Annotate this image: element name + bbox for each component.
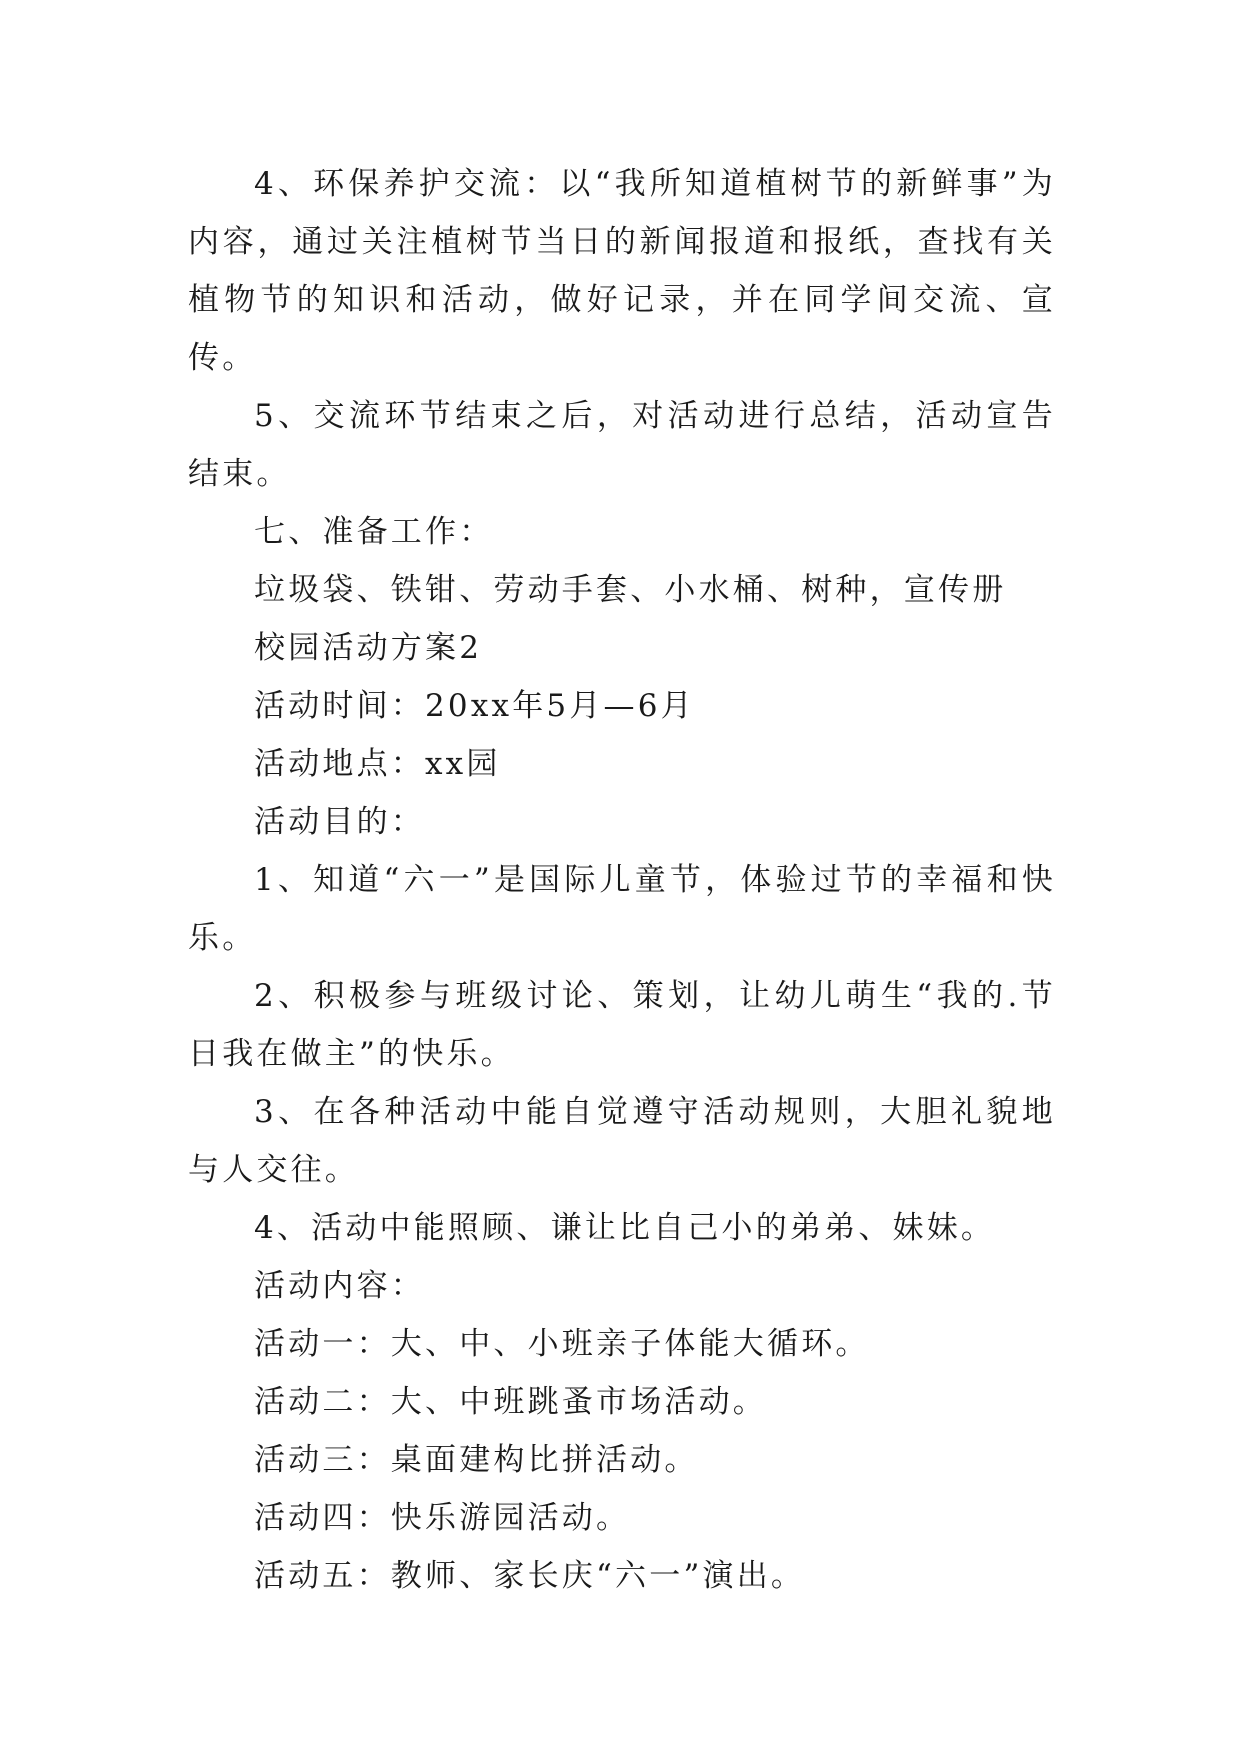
activity-item-5: 活动五：教师、家长庆“六一”演出。 (254, 1558, 806, 1594)
paragraph-eco-exchange: 4、环保养护交流：以“我所知道植树节的新鲜事”为内容，通过关注植树节当日的新闻报道和报纸，查找有关植物节的知识和活动，做好记录，并在同学间交流、宣传。 (188, 166, 1056, 376)
activity-item-2: 活动二：大、中班跳蚤市场活动。 (254, 1384, 767, 1420)
plan-title: 校园活动方案2 (254, 630, 483, 666)
document-page (188, 155, 1056, 1605)
activity-time: 活动时间：20xx年5月—6月 (254, 688, 695, 724)
section-heading-content: 活动内容： (254, 1268, 425, 1304)
activity-location: 活动地点：xx园 (254, 746, 501, 782)
purpose-item-3: 3、在各种活动中能自觉遵守活动规则，大胆礼貌地与人交往。 (188, 1094, 1056, 1188)
section-heading-preparation: 七、准备工作： (254, 514, 494, 550)
activity-item-4: 活动四：快乐游园活动。 (254, 1500, 631, 1536)
section-heading-purpose: 活动目的： (254, 804, 425, 840)
activity-item-1: 活动一：大、中、小班亲子体能大循环。 (254, 1326, 870, 1362)
paragraph-exchange-end: 5、交流环节结束之后，对活动进行总结，活动宣告结束。 (188, 398, 1056, 492)
paragraph-materials: 垃圾袋、铁钳、劳动手套、小水桶、树种，宣传册 (254, 572, 1007, 608)
purpose-item-2: 2、积极参与班级讨论、策划，让幼儿萌生“我的.节日我在做主”的快乐。 (188, 978, 1056, 1072)
purpose-item-1: 1、知道“六一”是国际儿童节，体验过节的幸福和快乐。 (188, 862, 1056, 956)
purpose-item-4: 4、活动中能照顾、谦让比自己小的弟弟、妹妹。 (254, 1210, 996, 1246)
activity-item-3: 活动三：桌面建构比拼活动。 (254, 1442, 699, 1478)
